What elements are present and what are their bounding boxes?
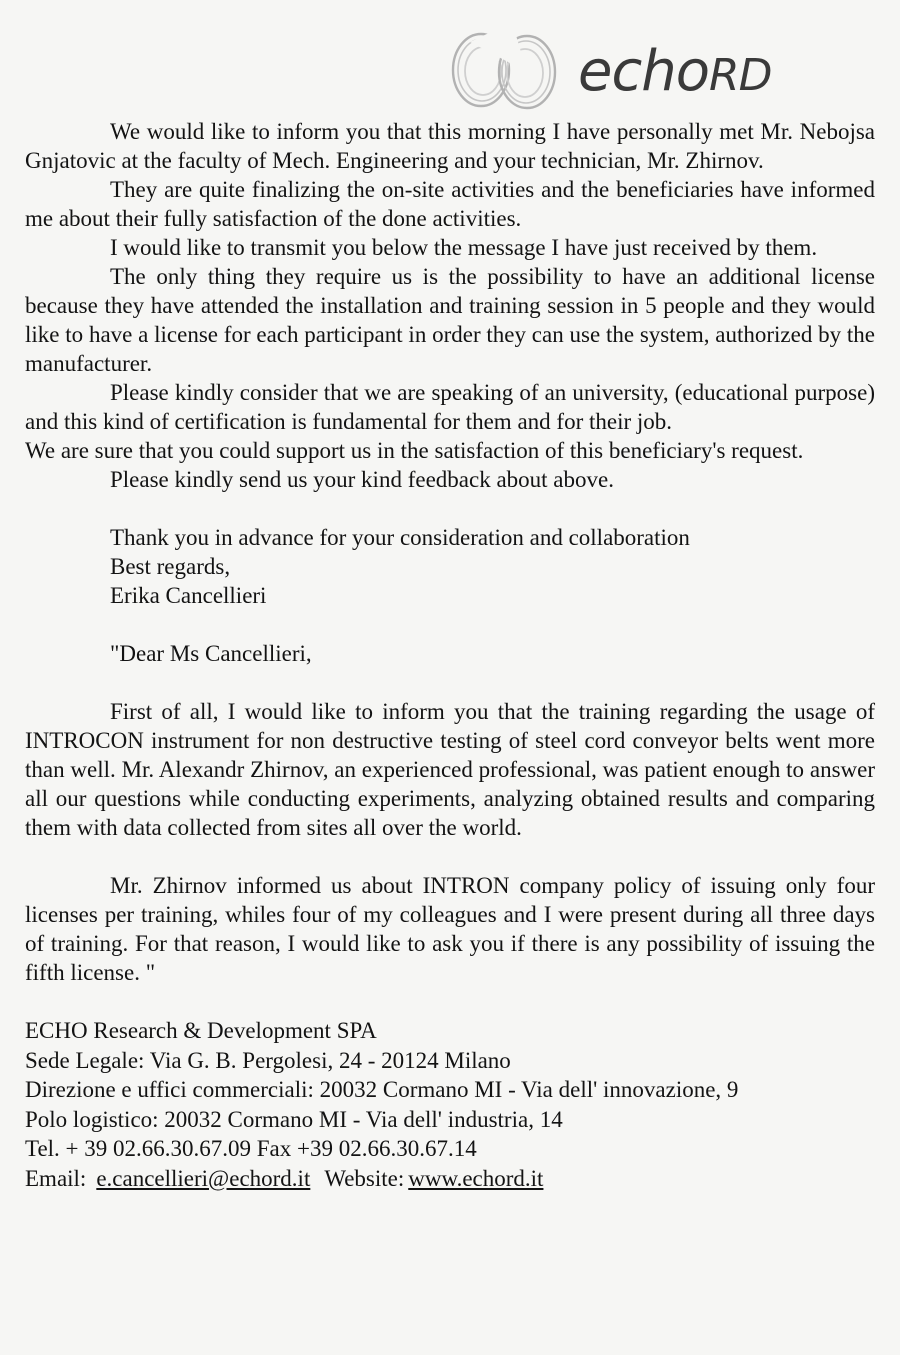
logistics-address: Polo logistico: 20032 Cormano MI - Via dell' industria, 14 xyxy=(25,1106,563,1132)
company-name: ECHO Research & Development SPA xyxy=(25,1018,377,1043)
letter-paragraph: They are quite finalizing the on-site activities and the beneficiaries have informed me about their fully satisfaction of the done activities. xyxy=(25,177,875,231)
blank-line xyxy=(25,987,875,1016)
echord-swirl-icon xyxy=(448,28,560,112)
closing-regards: Best regards, xyxy=(110,554,231,579)
blank-line xyxy=(25,610,875,639)
closing-thanks: Thank you in advance for your consideration and collaboration xyxy=(110,525,690,550)
website-label: Website: xyxy=(324,1165,405,1191)
letter-paragraph: Please kindly send us your kind feedback about above. xyxy=(110,467,614,492)
email-link[interactable]: e.cancellieri@echord.it xyxy=(96,1165,311,1191)
page-header xyxy=(0,0,900,117)
letter-paragraph: Please kindly consider that we are speaking of an university, (educational purpose) and this kind of certification is fundamental for them and for their job. xyxy=(25,380,875,434)
blank-line xyxy=(25,494,875,523)
contact-line xyxy=(25,1164,875,1194)
letter-body xyxy=(25,117,875,1016)
letter-paragraph: The only thing they require us is the possibility to have an additional license because they have attended the installation and training session in 5 people and they would like to have a license for each participant in order they can use the system, authorized by the manufacturer. xyxy=(25,264,875,376)
commercial-address: Direzione e uffici commerciali: 20032 Cormano MI - Via dell' innovazione, 9 xyxy=(25,1077,739,1102)
blank-line xyxy=(25,668,875,697)
legal-address: Sede Legale: Via G. B. Pergolesi, 24 - 20124 Milano xyxy=(25,1047,511,1073)
email-label: Email: xyxy=(25,1165,87,1191)
quoted-paragraph: Mr. Zhirnov informed us about INTRON company policy of issuing only four licenses per training, whiles four of my colleagues and I were present during all three days of training. For that reason, I would like to ask you if there is any possibility of issuing the fifth license. " xyxy=(25,873,875,985)
website-link[interactable]: www.echord.it xyxy=(408,1165,544,1191)
logo-text-echo: echo xyxy=(578,39,709,104)
letter-paragraph: We are sure that you could support us in the satisfaction of this beneficiary's request. xyxy=(25,438,804,463)
quoted-salutation: "Dear Ms Cancellieri, xyxy=(110,641,312,666)
letter-paragraph: We would like to inform you that this morning I have personally met Mr. Nebojsa Gnjatovic at the faculty of Mech. Engineering and your technician, Mr. Zhirnov. xyxy=(25,119,875,173)
signature-footer xyxy=(25,1016,875,1193)
phone-fax: Tel. + 39 02.66.30.67.09 Fax +39 02.66.30.67.14 xyxy=(25,1136,477,1161)
blank-line xyxy=(25,842,875,871)
letter-paragraph: I would like to transmit you below the message I have just received by them. xyxy=(110,235,818,260)
logo-wordmark xyxy=(578,39,772,104)
closing-signature: Erika Cancellieri xyxy=(110,583,267,608)
quoted-paragraph: First of all, I would like to inform you that the training regarding the usage of INTROCON instrument for non destructive testing of steel cord conveyor belts went more than well. Mr. Alexandr Zhirnov, an experienced professional, was patient enough to answer all our questions while conducting experiments, analyzing obtained results and comparing them with data collected from sites all over the world. xyxy=(25,699,875,840)
echord-logo xyxy=(448,28,771,112)
logo-text-rd: RD xyxy=(709,50,772,101)
